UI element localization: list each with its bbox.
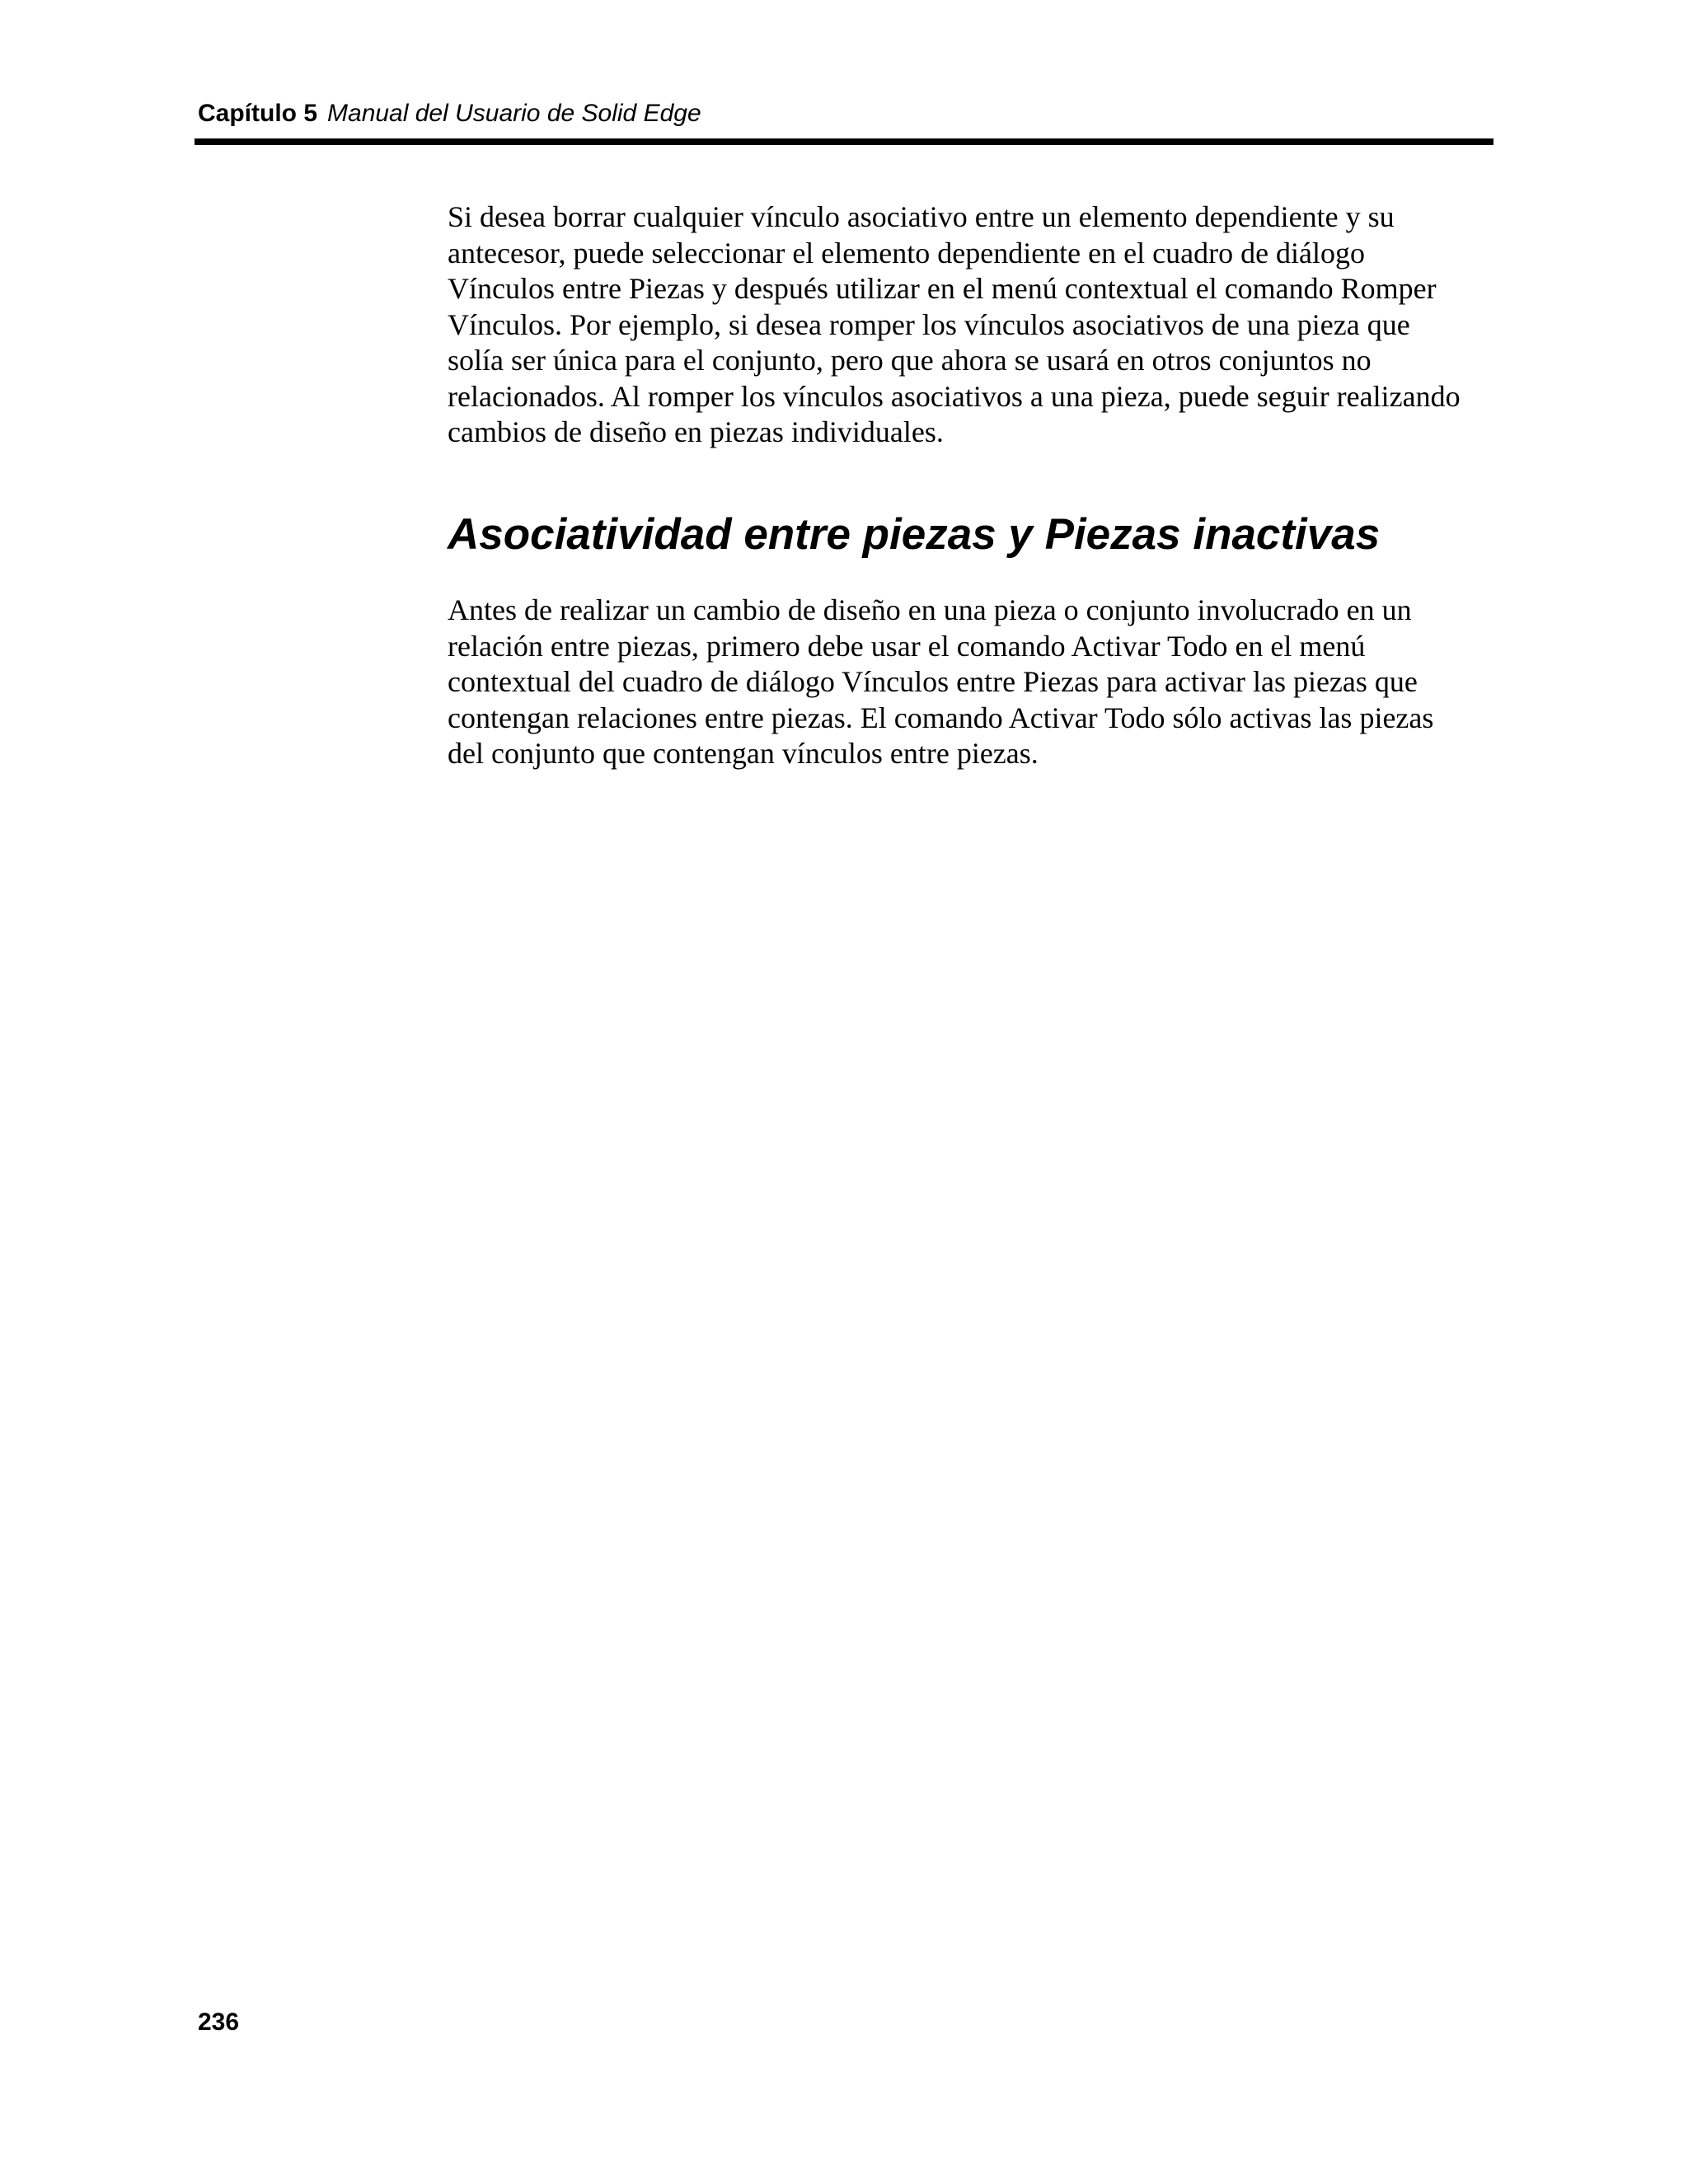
paragraph-line: del conjunto que contengan vínculos entre piezas. (448, 737, 1039, 770)
paragraph-line: Antes de realizar un cambio de diseño en una pieza o conjunto involucrado en un (448, 593, 1412, 626)
paragraph-line: cambios de diseño en piezas individuales. (448, 415, 944, 448)
paragraph-line: Vínculos entre Piezas y después utilizar en el menú contextual el comando Romper (448, 272, 1437, 305)
paragraph-line: contextual del cuadro de diálogo Vínculos entre Piezas para activar las piezas que (448, 665, 1418, 698)
paragraph-activate-all (448, 593, 1503, 772)
paragraph-line: contengan relaciones entre piezas. El comando Activar Todo sólo activas las piezas (448, 701, 1434, 734)
chapter-label: Capítulo 5 (198, 100, 318, 127)
page-number: 236 (198, 2008, 240, 2036)
running-header (198, 97, 701, 130)
paragraph-break-links (448, 199, 1503, 451)
section-heading: Asociatividad entre piezas y Piezas inactivas (448, 510, 1381, 559)
book-title: Manual del Usuario de Solid Edge (327, 100, 701, 127)
paragraph-line: Si desea borrar cualquier vínculo asociativo entre un elemento dependiente y su (448, 200, 1395, 233)
paragraph-line: relacionados. Al romper los vínculos asociativos a una pieza, puede seguir realizando (448, 379, 1461, 413)
paragraph-line: relación entre piezas, primero debe usar el comando Activar Todo en el menú (448, 629, 1366, 663)
paragraph-line: solía ser única para el conjunto, pero que ahora se usará en otros conjuntos no (448, 344, 1372, 377)
header-rule (195, 138, 1493, 145)
paragraph-line: antecesor, puede seleccionar el elemento dependiente en el cuadro de diálogo (448, 236, 1366, 269)
paragraph-line: Vínculos. Por ejemplo, si desea romper los vínculos asociativos de una pieza que (448, 307, 1410, 341)
